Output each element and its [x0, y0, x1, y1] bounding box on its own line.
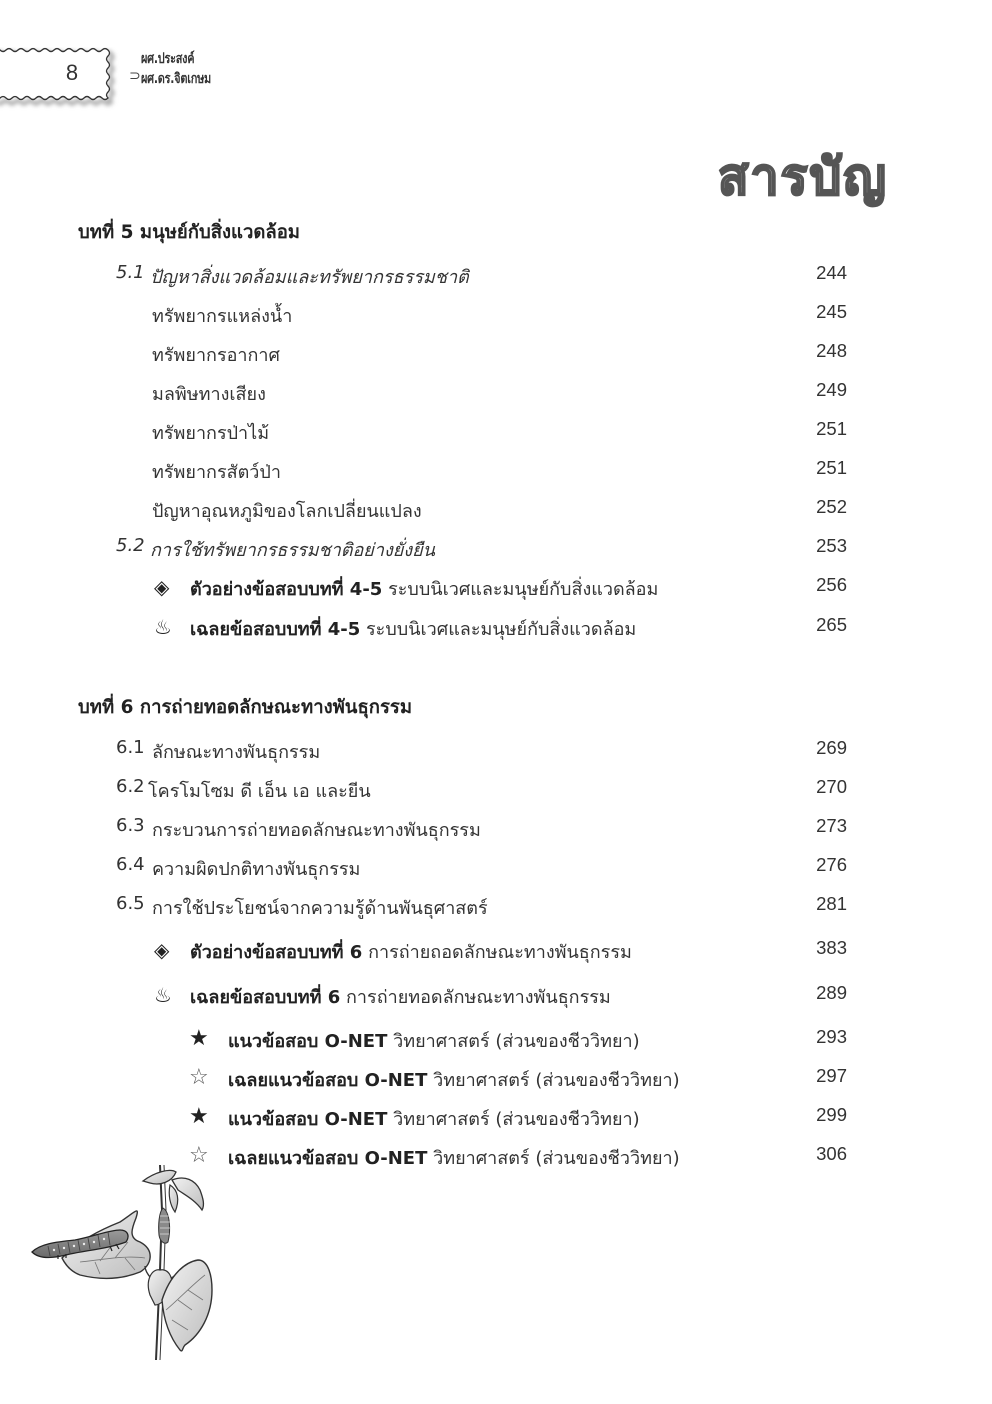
page-ref: 289	[816, 982, 847, 1003]
entry-label: การใช้ทรัพยากรธรรมชาติอย่างยั่งยืน	[150, 540, 435, 561]
author-1: ผศ.ประสงค์	[141, 51, 195, 67]
page-ref: 269	[816, 737, 847, 758]
entry-label-bold: ตัวอย่างข้อสอบบทที่ 6	[190, 942, 363, 963]
entry-label	[190, 937, 632, 966]
page-ref: 281	[816, 893, 847, 914]
page-ref: 306	[816, 1143, 847, 1164]
entry-label: โครโมโซม ดี เอ็น เอ และยีน	[148, 781, 371, 802]
toc-entry[interactable]	[0, 893, 992, 923]
entry-label-bold: เฉลยแนวข้อสอบ O-NET	[228, 1070, 428, 1091]
page-ref: 253	[816, 535, 847, 556]
toc-entry-answer[interactable]	[0, 614, 992, 644]
entry-label: มลพิษทางเสียง	[152, 384, 266, 405]
toc-entry[interactable]	[0, 496, 992, 526]
page-ref: 251	[816, 418, 847, 439]
entry-label-rest: วิทยาศาสตร์ (ส่วนของชีววิทยา)	[433, 1148, 680, 1169]
hot-springs-icon: ♨	[154, 615, 172, 639]
entry-label-bold: เฉลยข้อสอบบทที่ 6	[190, 987, 341, 1008]
entry-label	[228, 1143, 680, 1172]
page-ref: 299	[816, 1104, 847, 1125]
diamond-icon: ◈	[154, 575, 170, 599]
entry-label: กระบวนการถ่ายทอดลักษณะทางพันธุกรรม	[152, 820, 481, 841]
entry-label: การใช้ประโยชน์จากความรู้ด้านพันธุศาสตร์	[152, 898, 488, 919]
chapter-heading[interactable]: บทที่ 5 มนุษย์กับสิ่งแวดล้อม	[78, 222, 300, 243]
toc-entry[interactable]	[0, 379, 992, 409]
page-ref: 256	[816, 574, 847, 595]
toc-entry[interactable]	[0, 301, 992, 331]
tab-arrow-icon: ⊃	[129, 68, 141, 84]
page-ref: 248	[816, 340, 847, 361]
entry-label: ทรัพยากรป่าไม้	[152, 423, 270, 444]
entry-label-rest: การถ่ายทอดลักษณะทางพันธุกรรม	[346, 987, 611, 1008]
toc-entry-onet-answer[interactable]	[0, 1065, 992, 1095]
section-number: 6.1	[116, 737, 145, 758]
entry-label-bold: เฉลยแนวข้อสอบ O-NET	[228, 1148, 428, 1169]
entry-label-rest: ระบบนิเวศและมนุษย์กับสิ่งแวดล้อม	[388, 579, 659, 600]
entry-label: ลักษณะทางพันธุกรรม	[152, 742, 321, 763]
entry-label-bold: ตัวอย่างข้อสอบบทที่ 4-5	[190, 579, 383, 600]
entry-label-rest: วิทยาศาสตร์ (ส่วนของชีววิทยา)	[393, 1109, 640, 1130]
toc-entry[interactable]	[0, 815, 992, 845]
entry-label-bold: เฉลยข้อสอบบทที่ 4-5	[190, 619, 361, 640]
star-filled-icon: ★	[189, 1026, 209, 1051]
toc-entry-exam[interactable]	[0, 574, 992, 604]
toc-entry[interactable]	[0, 262, 992, 292]
entry-label-rest: วิทยาศาสตร์ (ส่วนของชีววิทยา)	[393, 1031, 640, 1052]
diamond-icon: ◈	[154, 938, 170, 962]
toc-entry-onet[interactable]	[0, 1026, 992, 1056]
page-number: 8	[65, 60, 79, 85]
toc-entry[interactable]	[0, 340, 992, 370]
entry-label: ทรัพยากรอากาศ	[152, 345, 280, 366]
toc-entry[interactable]	[0, 776, 992, 806]
page-ref: 265	[816, 614, 847, 635]
caterpillar-plant-illustration	[0, 1150, 240, 1380]
entry-label: ทรัพยากรแหล่งน้ำ	[152, 306, 293, 327]
toc-entry[interactable]	[0, 737, 992, 767]
chapter-heading[interactable]: บทที่ 6 การถ่ายทอดลักษณะทางพันธุกรรม	[78, 697, 413, 718]
page-ref: 273	[816, 815, 847, 836]
entry-label: ทรัพยากรสัตว์ป่า	[152, 462, 281, 483]
entry-label-rest: ระบบนิเวศและมนุษย์กับสิ่งแวดล้อม	[366, 619, 637, 640]
entry-label	[190, 614, 636, 643]
toc-entry[interactable]	[0, 457, 992, 487]
section-number: 6.4	[116, 854, 145, 875]
section-number: 6.2	[116, 776, 145, 797]
entry-label-bold: แนวข้อสอบ O-NET	[228, 1109, 388, 1130]
star-filled-icon: ★	[189, 1104, 209, 1129]
entry-label-rest: วิทยาศาสตร์ (ส่วนของชีววิทยา)	[433, 1070, 680, 1091]
section-number: 6.3	[116, 815, 145, 836]
section-number: 6.5	[116, 893, 145, 914]
toc-entry-onet[interactable]	[0, 1104, 992, 1134]
entry-label	[190, 574, 658, 603]
toc-entry-exam[interactable]	[0, 937, 992, 967]
toc-entry-answer[interactable]	[0, 982, 992, 1012]
entry-label	[190, 982, 611, 1011]
page-ref: 270	[816, 776, 847, 797]
page-ref: 383	[816, 937, 847, 958]
page-ref: 297	[816, 1065, 847, 1086]
page-ref: 245	[816, 301, 847, 322]
page-ref: 252	[816, 496, 847, 517]
entry-label: ปัญหาสิ่งแวดล้อมและทรัพยากรธรรมชาติ	[150, 267, 469, 288]
entry-label	[228, 1026, 640, 1055]
page-ref: 293	[816, 1026, 847, 1047]
toc-title	[718, 138, 918, 210]
author-2: ผศ.ดร.จิตเกษม	[141, 71, 212, 87]
entry-label-bold: แนวข้อสอบ O-NET	[228, 1031, 388, 1052]
author-names	[141, 49, 211, 89]
hot-springs-icon: ♨	[154, 983, 172, 1007]
page-ref: 249	[816, 379, 847, 400]
toc-entry[interactable]	[0, 854, 992, 884]
section-number: 5.1	[116, 262, 145, 283]
entry-label	[228, 1065, 680, 1094]
page-number-tab	[0, 46, 114, 104]
toc-entry[interactable]	[0, 418, 992, 448]
toc-title-text: สารบัญ	[718, 148, 888, 206]
entry-label-rest: การถ่ายถอดลักษณะทางพันธุกรรม	[368, 942, 632, 963]
entry-label	[228, 1104, 640, 1133]
page-ref: 244	[816, 262, 847, 283]
star-outline-icon: ☆	[189, 1065, 209, 1090]
page-ref: 276	[816, 854, 847, 875]
page-ref: 251	[816, 457, 847, 478]
toc-entry[interactable]	[0, 535, 992, 565]
entry-label: ปัญหาอุณหภูมิของโลกเปลี่ยนแปลง	[152, 501, 422, 522]
section-number: 5.2	[116, 535, 145, 556]
entry-label: ความผิดปกติทางพันธุกรรม	[152, 859, 361, 880]
star-outline-icon: ☆	[189, 1143, 209, 1168]
